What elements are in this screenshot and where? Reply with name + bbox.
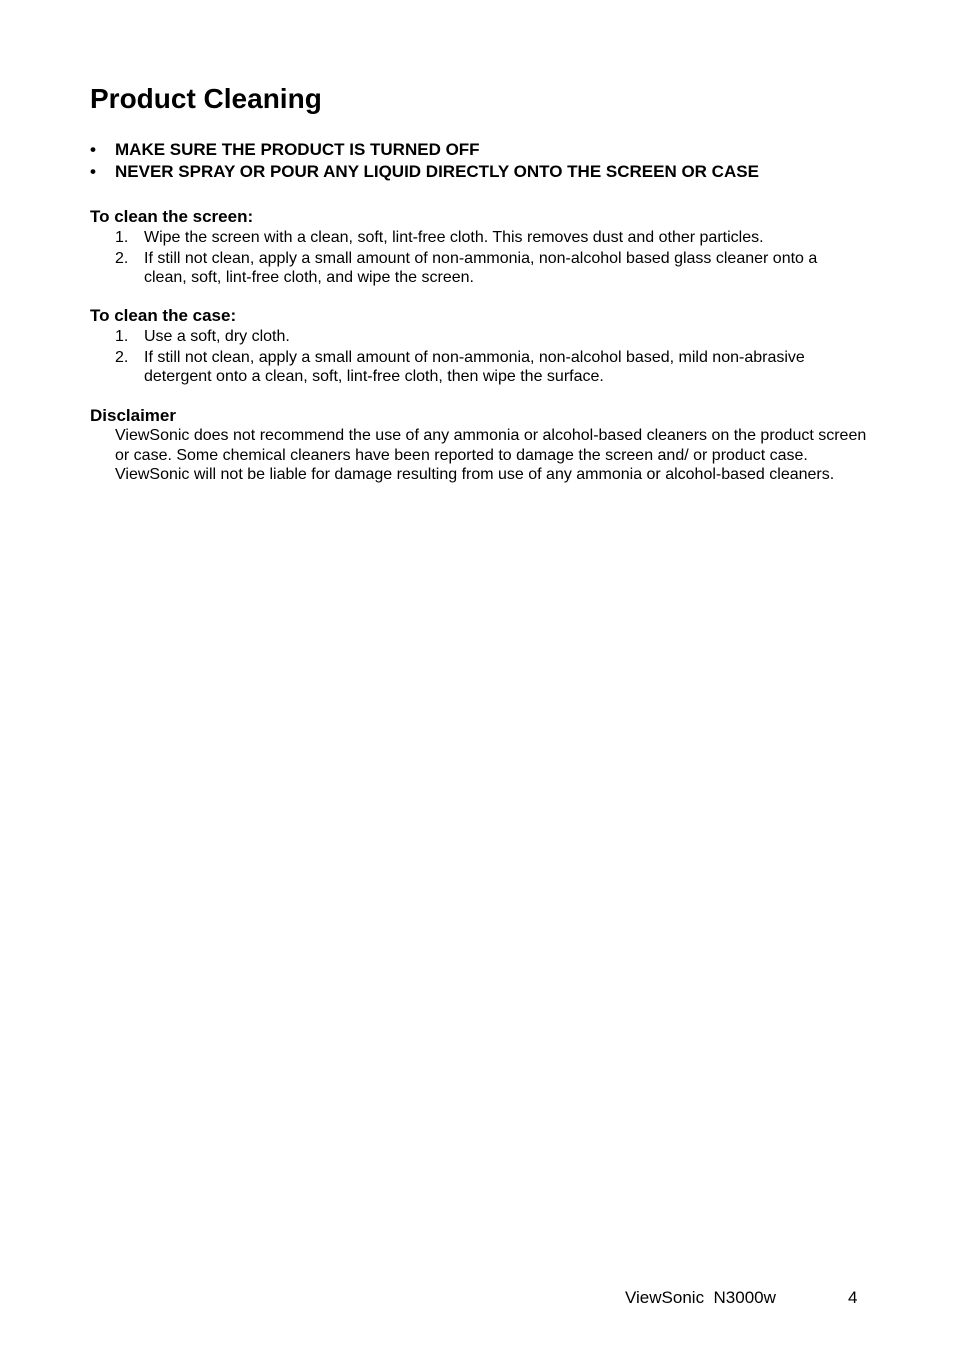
page-number: 4 [848, 1288, 858, 1307]
step-text: Use a soft, dry cloth. [144, 328, 290, 345]
section-heading: Disclaimer [90, 406, 176, 425]
case-cleaning-section [90, 306, 880, 387]
bullet-icon: • [90, 162, 96, 181]
screen-steps-list [90, 228, 880, 288]
step-number: 1. [115, 229, 129, 246]
warning-item [90, 161, 759, 183]
warning-item [90, 139, 759, 161]
step-text: If still not clean, apply a small amount of non-ammonia, non-alcohol based, mild non-abrasive detergent onto a clean, soft, lint-free cloth, then wipe the surface. [144, 348, 805, 385]
bullet-icon: • [90, 140, 96, 159]
warning-text: MAKE SURE THE PRODUCT IS TURNED OFF [115, 140, 480, 159]
step-number: 2. [115, 249, 129, 267]
list-item [90, 228, 880, 248]
step-number: 1. [115, 328, 129, 345]
section-heading: To clean the case: [90, 306, 237, 325]
warning-text: NEVER SPRAY OR POUR ANY LIQUID DIRECTLY ONTO THE SCREEN OR CASE [115, 162, 759, 181]
warning-list [90, 139, 759, 183]
list-item [90, 327, 880, 347]
disclaimer-section [90, 406, 880, 485]
page-title: Product Cleaning [90, 83, 322, 114]
footer-product-name: ViewSonic N3000w [625, 1288, 776, 1307]
list-item [90, 249, 880, 288]
step-number: 2. [115, 348, 129, 366]
step-text: If still not clean, apply a small amount of non-ammonia, non-alcohol based glass cleaner onto a clean, soft, lint-free cloth, and wipe the screen. [144, 249, 818, 286]
section-heading: To clean the screen: [90, 207, 254, 226]
disclaimer-text: ViewSonic does not recommend the use of any ammonia or alcohol-based cleaners on the product screen or case. Some chemical cleaners have been reported to damage the screen and/ or product case. ViewSonic will not be liable for damage resulting from use of any ammonia or alcohol-based cleaners. [115, 427, 867, 483]
step-text: Wipe the screen with a clean, soft, lint-free cloth. This removes dust and other particles. [144, 229, 764, 246]
screen-cleaning-section [90, 207, 880, 288]
case-steps-list [90, 327, 880, 387]
list-item [90, 348, 880, 387]
